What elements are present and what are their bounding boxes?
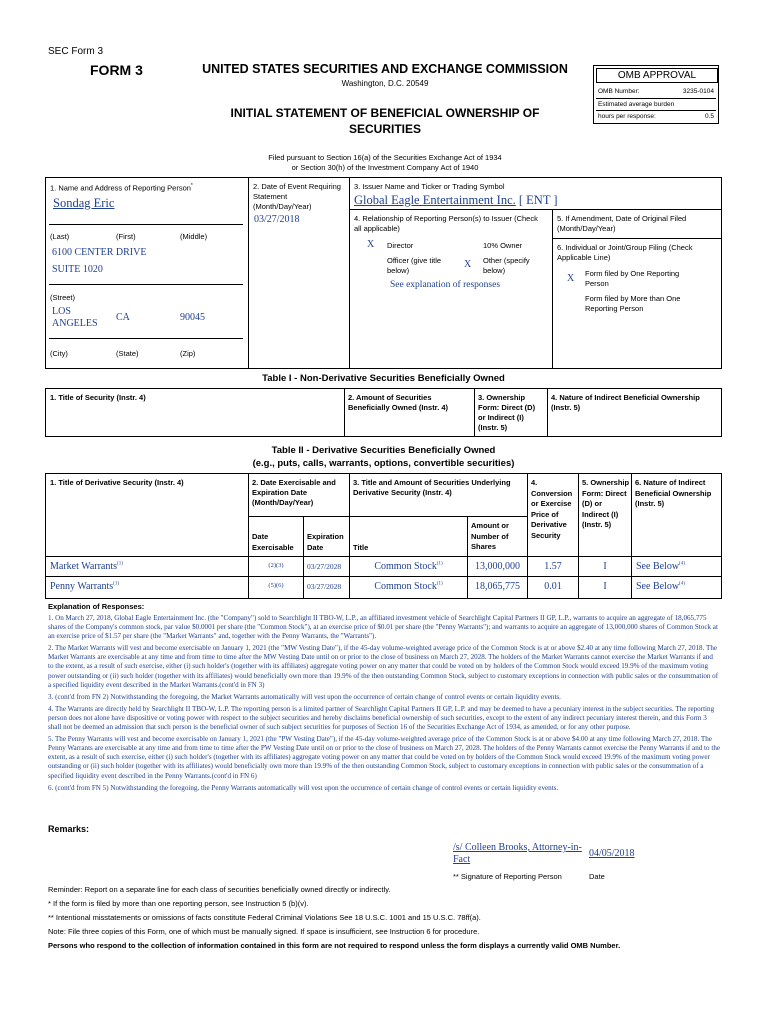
date-label: Date [589, 872, 605, 881]
sec-form-label: SEC Form 3 [48, 46, 104, 57]
table2-col-nature: 6. Nature of Indirect Beneficial Ownership (Instr. 5) [635, 478, 712, 509]
omb-title: OMB APPROVAL [596, 68, 718, 83]
footnote-3: 3. (cont'd from FN 2) Notwithstanding the foregoing, the Market Warrants automatically will vest upon the occurrence of certain change of control events or certain liquidity events. [48, 692, 561, 701]
reporting-person-name[interactable]: Sondag Eric [53, 196, 115, 210]
row2-shares: 18,065,775 [475, 581, 520, 592]
row2-form: I [603, 581, 607, 592]
event-date-value: 03/27/2018 [254, 214, 300, 225]
omb-burden-label: Estimated average burden [598, 101, 675, 108]
row2-underlying-title: Common Stock$^{(1)}$ [374, 581, 443, 592]
table1-col-amount: 2. Amount of Securities Beneficially Owned (Instr. 4) [348, 393, 449, 412]
footer-note-2: ** Intentional misstatements or omissions of facts constitute Federal Criminal Violations See 18 U.S.C. 1001 and 15 U.S.C. 78ff(a). [48, 913, 481, 922]
footer-note-1: * If the form is filed by more than one reporting person, see Instruction 5 (b)(v). [48, 899, 309, 908]
issuer-name-row [354, 193, 558, 208]
zip-label: (Zip) [180, 349, 196, 358]
footnote-4: 4. The Warrants are directly held by Searchlight II TBO-W, L.P. The reporting person is a limited partner of Searchlight Capital Partners II GP, L.P. and may be deemed to have a pecuniary interest in the subject securities. The reporting person does not alone have dispositive or voting power with respect to the subject securities and hereby disclaims beneficial ownership of such securities, except to the extent of any indirect pecuniary interest therein, and this Form 3 shall not be deemed an admission that such person is the beneficial owner of such subject securities for purposes of Section 16 of the Securities Exchange Act of 1934, as amended, or for any other purpose. [48, 704, 715, 732]
table1-col-nature: 4. Nature of Indirect Beneficial Ownership (Instr. 5) [551, 393, 700, 412]
city-value: LOS ANGELES [52, 306, 98, 329]
table2-title: Table II - Derivative Securities Beneficially Owned [271, 445, 496, 456]
table2-col-form: 5. Ownership Form: Direct (D) or Indirect (I) (Instr. 5) [582, 478, 630, 530]
omb-hours-label: hours per response: [598, 113, 656, 120]
ten-percent-owner-label: 10% Owner [483, 241, 523, 250]
filed-pursuant-1: Filed pursuant to Section 16(a) of the Securities Exchange Act of 1934 [268, 153, 502, 162]
state-label: (State) [116, 349, 139, 358]
omb-hours-value: 0.5 [704, 113, 714, 120]
table2-sub-amount: Amount or Number of Shares [471, 521, 509, 551]
filed-pursuant-2: or Section 30(h) of the Investment Company Act of 1940 [291, 163, 479, 172]
table-row[interactable]: Penny Warrants$^{(1)}$ [50, 581, 120, 592]
street-line-2: SUITE 1020 [52, 264, 103, 275]
omb-number-value: 3235-0104 [682, 88, 714, 95]
street-line-1: 6100 CENTER DRIVE [52, 247, 147, 258]
street-label: (Street) [50, 293, 76, 302]
commission-location: Washington, D.C. 20549 [341, 79, 429, 88]
zip-value: 90045 [180, 312, 205, 323]
director-label: Director [387, 241, 414, 250]
first-label: (First) [116, 232, 136, 241]
state-value: CA [116, 312, 130, 323]
footnote-2: 2. The Market Warrants will vest and become exercisable on January 1, 2021 (the "MW Vesting Date"), if the 45-day volume-weighted average price of the Common Stock is at or above $2.40 at any time following March 27, 2018. The Market Warrants are exercisable at any time and from time to time after the MW Vesting Date until on or prior to the close of business on March 27, 2028. The holders of the Market Warrants cannot exercise the Market Warrants if and to the extent, as a result of such exercise, either (i) such holder's (together with its affiliates) aggregate voting power on any matter that could be voted on by holders of the Common Stock would exceed 19.9% of the maximum voting power outstanding or (ii) such holder (together with its affiliates) would beneficially own more than 19.9% of the then outstanding Common Stock, subject to customary exceptions in connection with public sales or the consummation of a specified liquidity event described in the Market Warrants.(cont'd in FN 3) [48, 644, 719, 689]
issuer-ticker: [ ENT ] [518, 193, 558, 207]
relationship-label: 4. Relationship of Reporting Person(s) to Issuer (Check all applicable) [354, 214, 538, 233]
issuer-label: 3. Issuer Name and Ticker or Trading Symbol [354, 182, 505, 191]
row1-expiration: 03/27/2028 [307, 562, 342, 571]
reporting-person-label: 1. Name and Address of Reporting Person* [50, 183, 193, 193]
table1-title: Table I - Non-Derivative Securities Beneficially Owned [262, 373, 505, 384]
one-person-check[interactable]: X [567, 273, 575, 284]
last-label: (Last) [50, 232, 70, 241]
amendment-label: 5. If Amendment, Date of Original Filed (Month/Day/Year) [557, 214, 687, 233]
filing-label: 6. Individual or Joint/Group Filing (Check Applicable Line) [557, 243, 693, 262]
row1-form: I [603, 561, 607, 572]
middle-label: (Middle) [180, 232, 208, 241]
reminder-text: Reminder: Report on a separate line for each class of securities beneficially owned directly or indirectly. [48, 885, 391, 894]
other-check[interactable]: X [464, 259, 472, 270]
table2-sub-expiration: Expiration Date [307, 532, 344, 552]
signature-date: 04/05/2018 [589, 848, 635, 859]
footer-note-3: Note: File three copies of this Form, one of which must be manually signed. If space is insufficient, see Instruction 6 for procedure. [48, 927, 480, 936]
row1-nature: See Below$^{(4)}$ [636, 561, 685, 572]
row1-exercisable: (2)(3) [268, 562, 284, 569]
form-number: FORM 3 [90, 62, 143, 78]
row2-nature: See Below$^{(4)}$ [636, 581, 685, 592]
row2-price: 0.01 [544, 581, 562, 592]
row2-exercisable: (5)(6) [268, 582, 284, 589]
statement-title: INITIAL STATEMENT OF BENEFICIAL OWNERSHIP OF SECURITIES [230, 106, 540, 136]
city-label: (City) [50, 349, 68, 358]
footnote-5: 5. The Penny Warrants will vest and become exercisable on January 1, 2021 (the "PW Vesting Date"), if the 45-day volume-weighted average price of the Common Stock is at or above $4.00 at any time following March 27, 2018. The Penny Warrants are exercisable at any time and from time to time after the PW Vesting Date until on or prior to the close of business on March 27, 2028. The holders of the Penny Warrants cannot exercise the Penny Warrants if and to the extent, as a result of such exercise, either (i) such holder's (together with its affiliates) aggregate voting power on any matter that could be voted on by holders of the Common Stock would exceed 19.9% of the maximum voting power outstanding or (ii) such holder (together with its affiliates) would beneficially own more than 19.9% of the then outstanding Common Stock, subject to customary exceptions in connection with public sales or the consummation of a specified liquidity event described in the Penny Warrants.(cont'd in FN 6) [48, 735, 721, 780]
director-check[interactable]: X [367, 239, 375, 250]
remarks-title: Remarks: [48, 824, 90, 834]
one-person-label: Form filed by One Reporting Person [585, 269, 680, 288]
table1-col-title: 1. Title of Security (Instr. 4) [50, 393, 146, 402]
more-persons-label: Form filed by More than One Reporting Person [585, 294, 681, 313]
other-label: Other (specify below) [483, 256, 530, 275]
table1-col-ownership: 3. Ownership Form: Direct (D) or Indirect (I) (Instr. 5) [478, 393, 536, 432]
issuer-name[interactable]: Global Eagle Entertainment Inc. [354, 193, 516, 207]
row1-underlying-title: Common Stock$^{(1)}$ [374, 561, 443, 572]
table2-subtitle: (e.g., puts, calls, warrants, options, convertible securities) [252, 458, 515, 469]
signature: /s/ Colleen Brooks, Attorney-in-Fact [453, 842, 582, 865]
table-row[interactable]: Market Warrants$^{(1)}$ [50, 561, 123, 572]
footnote-6: 6. (cont'd from FN 5) Notwithstanding the foregoing, the Penny Warrants automatically will vest upon the occurrence of certain change of control events or certain liquidity events. [48, 783, 559, 792]
table2-col-conversion: 4. Conversion or Exercise Price of Derivative Security [531, 478, 573, 540]
footnote-1: 1. On March 27, 2018, Global Eagle Entertainment Inc. (the "Company") sold to Searchlight II TBO-W, L.P., an affiliated investment vehicle of Searchlight Capital Partners II GP, L.P., warrants to acquire an aggregate of 18,065,775 shares of the Company's common stock, par value $0.0001 per share (the "Common Stock"), at an exercise price of $0.01 per share (the "Penny Warrants"); and warrants to acquire an aggregate of 13,000,000 shares of Common Stock at an exercise price of $1.57 per share (the "Market Warrants" and, together with the Penny Warrants, the "Warrants"). [48, 614, 718, 641]
footer-note-4: Persons who respond to the collection of information contained in this form are not required to respond unless the form displays a currently valid OMB Number. [48, 941, 621, 950]
table2-col-underlying: 3. Title and Amount of Securities Underlying Derivative Security (Instr. 4) [353, 478, 511, 497]
table2-col-title: 1. Title of Derivative Security (Instr. 4) [50, 478, 184, 487]
signature-label: ** Signature of Reporting Person [453, 872, 562, 881]
row1-price: 1.57 [544, 561, 562, 572]
table2-sub-title: Title [353, 543, 369, 552]
omb-approval-box [593, 65, 719, 124]
table2-sub-date-exercisable: Date Exercisable [252, 532, 294, 552]
officer-label: Officer (give title below) [387, 256, 442, 275]
see-explanation: See explanation of responses [390, 280, 501, 290]
row1-shares: 13,000,000 [475, 561, 520, 572]
commission-title: UNITED STATES SECURITIES AND EXCHANGE COMMISSION [202, 62, 568, 76]
explanation-title: Explanation of Responses: [48, 602, 145, 611]
explanation-list [48, 614, 720, 796]
event-date-label: 2. Date of Event Requiring Statement (Month/Day/Year) [253, 182, 341, 211]
row2-expiration: 03/27/2028 [307, 582, 342, 591]
table2-col-dates: 2. Date Exercisable and Expiration Date (Month/Day/Year) [252, 478, 336, 507]
omb-number-label: OMB Number: [598, 88, 640, 95]
